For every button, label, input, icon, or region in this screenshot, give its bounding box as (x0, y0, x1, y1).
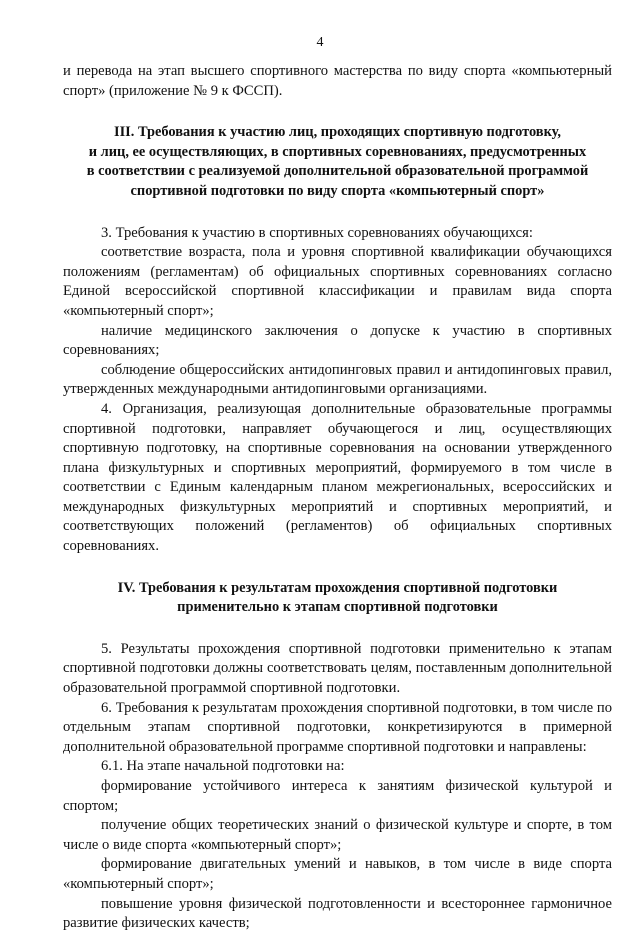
paragraph-6-1-item-interest: формирование устойчивого интереса к занятиям физической культурой и спортом; (63, 778, 612, 814)
paragraph-3-item-age: соответствие возраста, пола и уровня спортивной квалификации обучающихся положениям (регламентам) об официальных спортивных соревнованиях согласно Единой всероссийской спортивной классификации и правилам вида спорта «компьютерный спорт»; (63, 244, 612, 319)
paragraph-3-item-antidoping: соблюдение общероссийских антидопинговых правил и антидопинговых правил, утвержденных международными антидопинговыми организациями. (63, 361, 612, 398)
section-3-heading-line: III. Требования к участию лиц, проходящих спортивную подготовку, (113, 124, 562, 141)
section-3-heading-line: в соответствии с реализуемой дополнительной образовательной программой (86, 163, 589, 180)
paragraph-4: 4. Организация, реализующая дополнительные образовательные программы спортивной подготовки, направляет обучающегося и лиц, осуществляющих спортивную подготовку, на спортивные соревнования на основании утвержденного плана физкультурных и спортивных мероприятий, формируемого в том числе в соответствии с Единым календарным планом межрегиональных, всероссийских и международных физкультурных мероприятий и спортивных мероприятий, и соответствующих положений (регламентов) об официальных спортивных соревнованиях. (63, 400, 612, 555)
intro-paragraph: и перевода на этап высшего спортивного мастерства по виду спорта «компьютерный спорт» (приложение № 9 к ФССП). (63, 63, 612, 99)
paragraph-6-1-item-fitness: повышение уровня физической подготовленности и всестороннее гармоничное развитие физических качеств; (63, 895, 612, 932)
document-body (63, 62, 612, 934)
paragraph-6-1: 6.1. На этапе начальной подготовки на: (101, 758, 345, 775)
section-3-heading-line: и лиц, ее осуществляющих, в спортивных соревнованиях, предусмотренных (88, 143, 587, 160)
page-number: 4 (316, 35, 324, 50)
section-4-heading-line: применительно к этапам спортивной подготовки (177, 599, 498, 616)
paragraph-3: 3. Требования к участию в спортивных соревнованиях обучающихся: (101, 224, 533, 241)
section-4-heading (63, 579, 612, 618)
paragraph-6: 6. Требования к результатам прохождения спортивной подготовки, в том числе по отдельным этапам спортивной подготовки, конкретизируются в примерной дополнительной образовательной программе спортивной подготовки и направлены: (63, 699, 612, 755)
section-4-heading-line: IV. Требования к результатам прохождения спортивной подготовки (117, 579, 558, 596)
paragraph-6-1-item-knowledge: получение общих теоретических знаний о физической культуре и спорте, в том числе о виде спорта «компьютерный спорт»; (63, 817, 612, 853)
paragraph-6-1-item-skills: формирование двигательных умений и навыков, в том числе в виде спорта «компьютерный спорт»; (63, 856, 612, 892)
section-3-heading (63, 123, 612, 201)
section-3-heading-line: спортивной подготовки по виду спорта «компьютерный спорт» (130, 182, 545, 199)
paragraph-3-item-medical: наличие медицинского заключения о допуске к участию в спортивных соревнованиях; (63, 322, 612, 359)
paragraph-5: 5. Результаты прохождения спортивной подготовки применительно к этапам спортивной подготовки должны соответствовать целям, поставленным дополнительной образовательной программой спортивной подготовки. (63, 640, 612, 697)
